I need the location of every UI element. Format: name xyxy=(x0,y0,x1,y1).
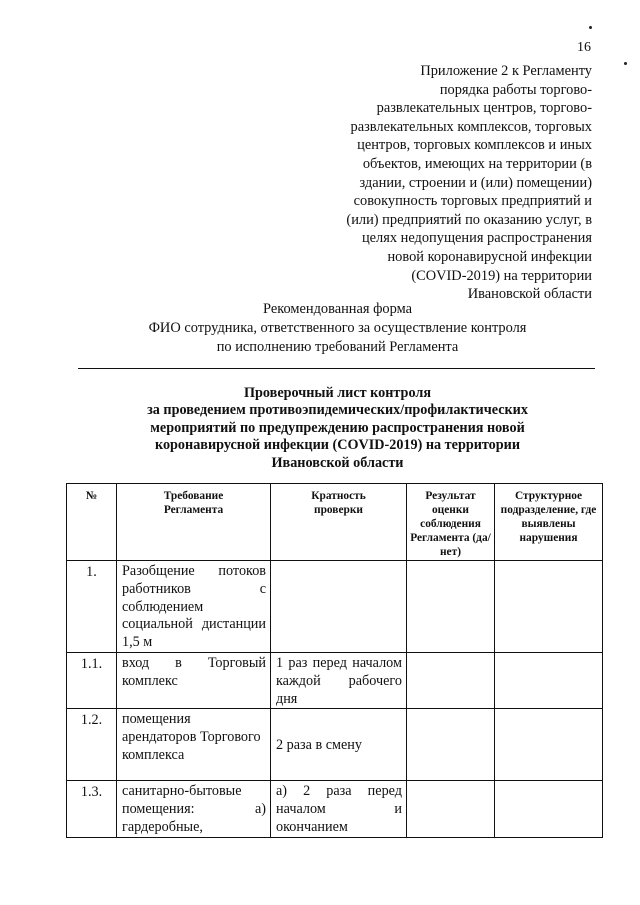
scan-dot xyxy=(589,26,592,29)
row-frequency xyxy=(271,561,407,653)
scan-dot xyxy=(624,62,627,65)
row-frequency: 1 раз перед началом каждой рабочего дня xyxy=(271,652,407,708)
annex-line: (или) предприятий по оказанию услуг, в xyxy=(346,211,592,228)
header-frequency: Кратность проверки xyxy=(271,484,407,561)
checklist-title xyxy=(80,385,595,472)
annex-line: здании, строении и (или) помещении) xyxy=(359,174,592,191)
row-number: 1.2. xyxy=(67,709,117,781)
annex-line: Приложение 2 к Регламенту xyxy=(420,63,592,79)
row-requirement: санитарно-бытовые помещения: а) гардеробные, xyxy=(117,781,271,837)
table-row xyxy=(67,561,603,653)
title-line: коронавирусной инфекции (COVID-2019) на территории xyxy=(154,437,521,454)
header-structural-unit: Структурное подразделение, где выявлены нарушения xyxy=(495,484,603,561)
signature-line xyxy=(78,368,595,369)
annex-line: развлекательных комплексов, торговых xyxy=(350,118,592,135)
title-line: за проведением противоэпидемических/профилактических xyxy=(147,402,528,419)
row-number: 1.1. xyxy=(67,652,117,708)
recommended-form-label: Рекомендованная форма xyxy=(263,301,412,317)
title-line: Ивановской области xyxy=(271,454,404,471)
responsible-person-label: ФИО сотрудника, ответственного за осуществление контроля xyxy=(148,320,527,336)
annex-line: целях недопущения распространения xyxy=(361,230,592,247)
checklist-table xyxy=(66,483,603,838)
title-line: Проверочный лист контроля xyxy=(244,385,431,401)
row-result xyxy=(407,652,495,708)
row-result xyxy=(407,709,495,781)
recommended-form-block xyxy=(80,300,595,357)
row-structural-unit xyxy=(495,709,603,781)
annex-line: Ивановской области xyxy=(467,286,592,303)
row-number: 1.3. xyxy=(67,781,117,837)
annex-line: объектов, имеющих на территории (в xyxy=(362,155,592,172)
table-row xyxy=(67,709,603,781)
row-frequency: 2 раза в смену xyxy=(271,709,407,781)
title-line: мероприятий по предупреждению распространения новой xyxy=(150,419,525,436)
row-requirement: Разобщение потоков работников с соблюдением социальной дистанции 1,5 м xyxy=(117,561,271,653)
header-result: Результат оценки соблюдения Регламента (да/нет) xyxy=(407,484,495,561)
table-header-row xyxy=(67,484,603,561)
annex-line: порядка работы торгово- xyxy=(439,81,592,98)
annex-line: совокупность торговых предприятий и xyxy=(353,193,592,210)
responsible-person-label-cont: по исполнению требований Регламента xyxy=(216,339,459,355)
annex-line: развлекательных центров, торгово- xyxy=(376,100,592,117)
row-structural-unit xyxy=(495,781,603,837)
row-structural-unit xyxy=(495,652,603,708)
row-result xyxy=(407,781,495,837)
table-row xyxy=(67,781,603,837)
header-number: № xyxy=(67,484,117,561)
page-number: 16 xyxy=(577,40,591,55)
row-structural-unit xyxy=(495,561,603,653)
row-frequency: а) 2 раза перед началом и окончанием xyxy=(271,781,407,837)
row-requirement: помещения арендаторов Торгового комплекса xyxy=(117,709,271,781)
annex-line: новой коронавирусной инфекции xyxy=(387,248,592,265)
header-requirement: Требование Регламента xyxy=(117,484,271,561)
annex-line: (COVID-2019) на территории xyxy=(411,267,592,284)
table-row xyxy=(67,652,603,708)
row-result xyxy=(407,561,495,653)
annex-heading xyxy=(300,62,592,304)
row-requirement: вход в Торговый комплекс xyxy=(117,652,271,708)
annex-line: центров, торговых комплексов и иных xyxy=(357,137,592,154)
row-number: 1. xyxy=(67,561,117,653)
